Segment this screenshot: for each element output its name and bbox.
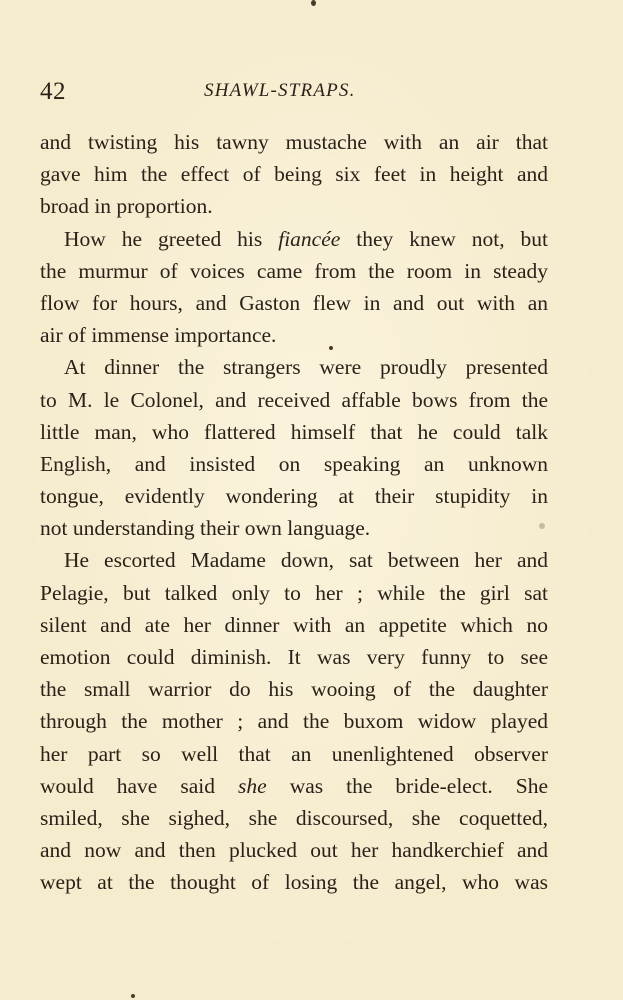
text-line: the murmur of voices came from the room in steady [40, 258, 548, 283]
text-line: her part so well that an unenlightened observer [40, 741, 548, 766]
text-line: broad in proportion. [40, 194, 213, 219]
text-line: Pelagie, but talked only to her ; while the girl sat [40, 580, 548, 605]
ink-speck-top [311, 0, 316, 6]
text-line: flow for hours, and Gaston flew in and out with an [40, 290, 548, 315]
text-line: wept at the thought of losing the angel, who was [40, 870, 548, 895]
text-line: gave him the effect of being six feet in height and [40, 162, 548, 187]
text-line: silent and ate her dinner with an appetite which no [40, 612, 548, 637]
running-title: SHAWL-STRAPS. [204, 80, 356, 101]
emphasis-she: she [238, 773, 267, 798]
body-text [40, 126, 548, 899]
text-line: and twisting his tawny mustache with an air that [40, 130, 548, 154]
text-line: smiled, she sighed, she discoursed, she coquetted, [40, 805, 548, 830]
text-line: tongue, evidently wondering at their stupidity in [40, 484, 548, 509]
text-line: emotion could diminish. It was very funny to see [40, 645, 548, 669]
text-line: little man, who flattered himself that he could talk [40, 419, 548, 444]
text-line: and now and then plucked out her handkerchief and [40, 838, 548, 863]
ink-speck-bottom [131, 994, 135, 998]
text-line: to M. le Colonel, and received affable bows from the [40, 387, 548, 412]
page-number: 42 [40, 78, 66, 105]
text-line: through the mother ; and the buxom widow played [40, 709, 548, 734]
text-line: the small warrior do his wooing of the daughter [40, 677, 548, 702]
text-line: air of immense importance. [40, 323, 277, 348]
text-line: would have said she was the bride-elect. She [40, 773, 548, 798]
running-head [40, 78, 548, 108]
text-line: He escorted Madame down, sat between her and [64, 548, 548, 573]
text-line: English, and insisted on speaking an unknown [40, 451, 548, 476]
emphasis-fiancee: fiancée [278, 226, 341, 251]
text-line: not understanding their own language. [40, 516, 371, 541]
text-line: How he greeted his fiancée they knew not, but [64, 226, 548, 251]
text-line: At dinner the strangers were proudly presented [64, 355, 548, 380]
